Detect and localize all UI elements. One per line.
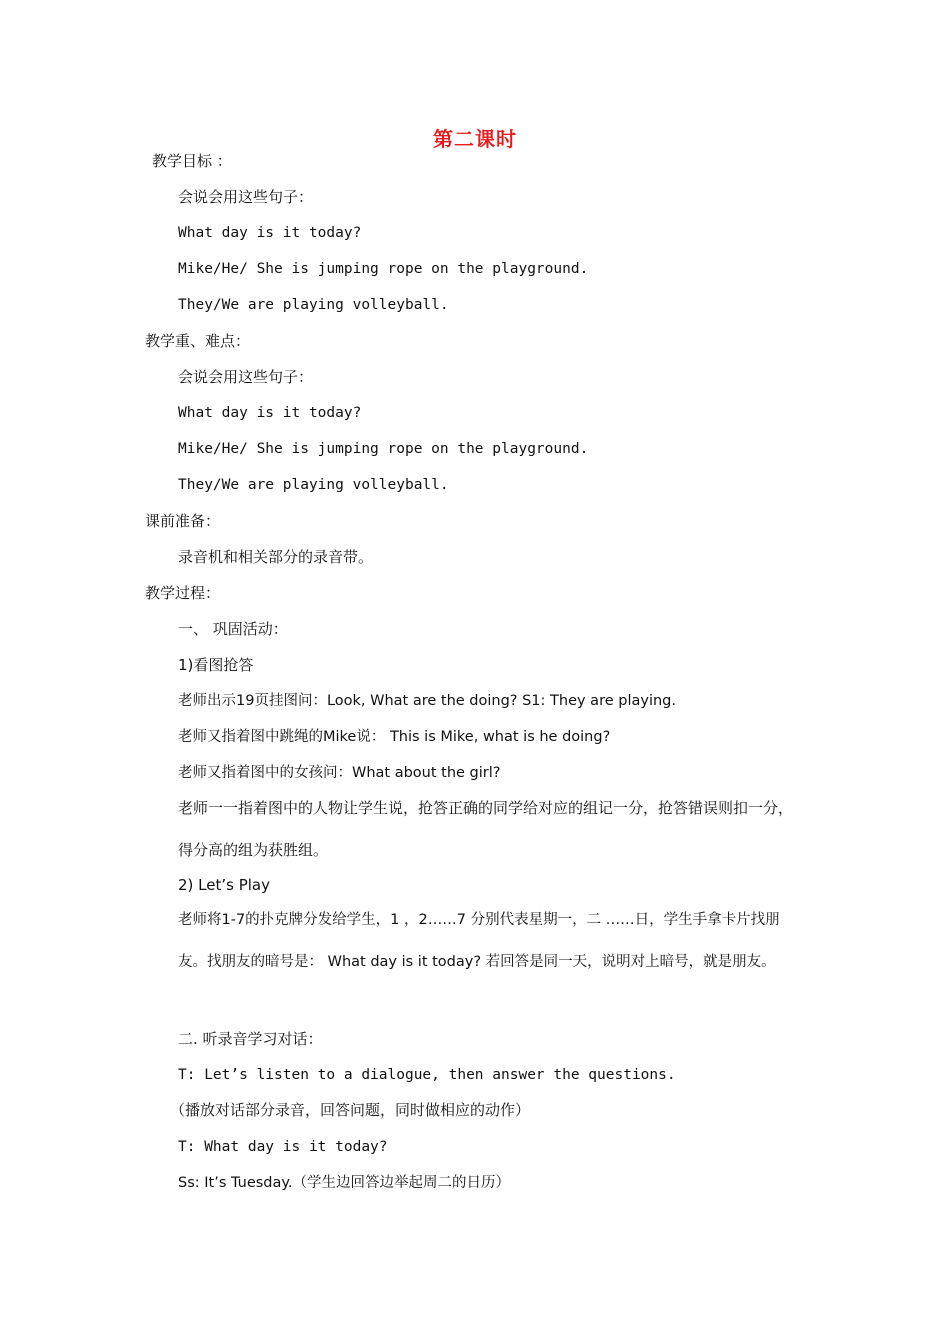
item1-line: 老师又指着图中的女孩问：What about the girl? [178, 765, 501, 781]
item1-line: 老师又指着图中跳绳的Mike说： This is Mike, what is he doing? [178, 729, 611, 745]
item2-paragraph-text: 老师将1-7的扑克牌分发给学生，1 ，2……7 分别代表星期一，二 ……日，学生手拿卡片找朋友。找朋友的暗号是： What day is it today? 若回答是同一天，说明对上暗号，就是朋友。 [178, 912, 780, 970]
key-points-sentence: What day is it today? [178, 405, 362, 421]
objectives-intro: 会说会用这些句子： [178, 188, 314, 206]
preparation-heading: 课前准备： [145, 512, 221, 530]
item1-paragraph [145, 787, 807, 871]
dialogue-line: （播放对话部分录音，回答问题，同时做相应的动作） [170, 1101, 531, 1119]
item2-title: 2) Let’s Play [178, 876, 270, 894]
item1-line: 老师出示19页挂图问：Look, What are the doing? S1: They are playing. [178, 693, 676, 709]
item1-title: 1)看图抢答 [178, 656, 254, 674]
process-heading: 教学过程： [145, 584, 221, 602]
lesson-title: 第二课时 [433, 127, 517, 151]
section1-heading: 一、 巩固活动： [178, 620, 288, 638]
dialogue-line: T: Let’s listen to a dialogue, then answer the questions. [178, 1067, 676, 1083]
key-points-intro: 会说会用这些句子： [178, 368, 314, 386]
item1-paragraph-text: 老师一一指着图中的人物让学生说，抢答正确的同学给对应的组记一分，抢答错误则扣一分，得分高的组为获胜组。 [178, 799, 794, 859]
objectives-sentence: Mike/He/ She is jumping rope on the playground. [178, 261, 589, 277]
objectives-sentence: They/We are playing volleyball. [178, 297, 449, 313]
section2-heading: 二. 听录音学习对话： [178, 1030, 323, 1048]
preparation-text: 录音机和相关部分的录音带。 [178, 548, 374, 566]
key-points-sentence: Mike/He/ She is jumping rope on the playground. [178, 441, 589, 457]
key-points-heading: 教学重、难点： [145, 332, 251, 350]
objectives-heading: 教学目标 ： [152, 152, 232, 170]
dialogue-line: T: What day is it today? [178, 1139, 388, 1155]
key-points-sentence: They/We are playing volleyball. [178, 477, 449, 493]
item2-paragraph [145, 899, 807, 983]
objectives-sentence: What day is it today? [178, 225, 362, 241]
dialogue-line: Ss: It’s Tuesday.（学生边回答边举起周二的日历） [178, 1175, 511, 1191]
